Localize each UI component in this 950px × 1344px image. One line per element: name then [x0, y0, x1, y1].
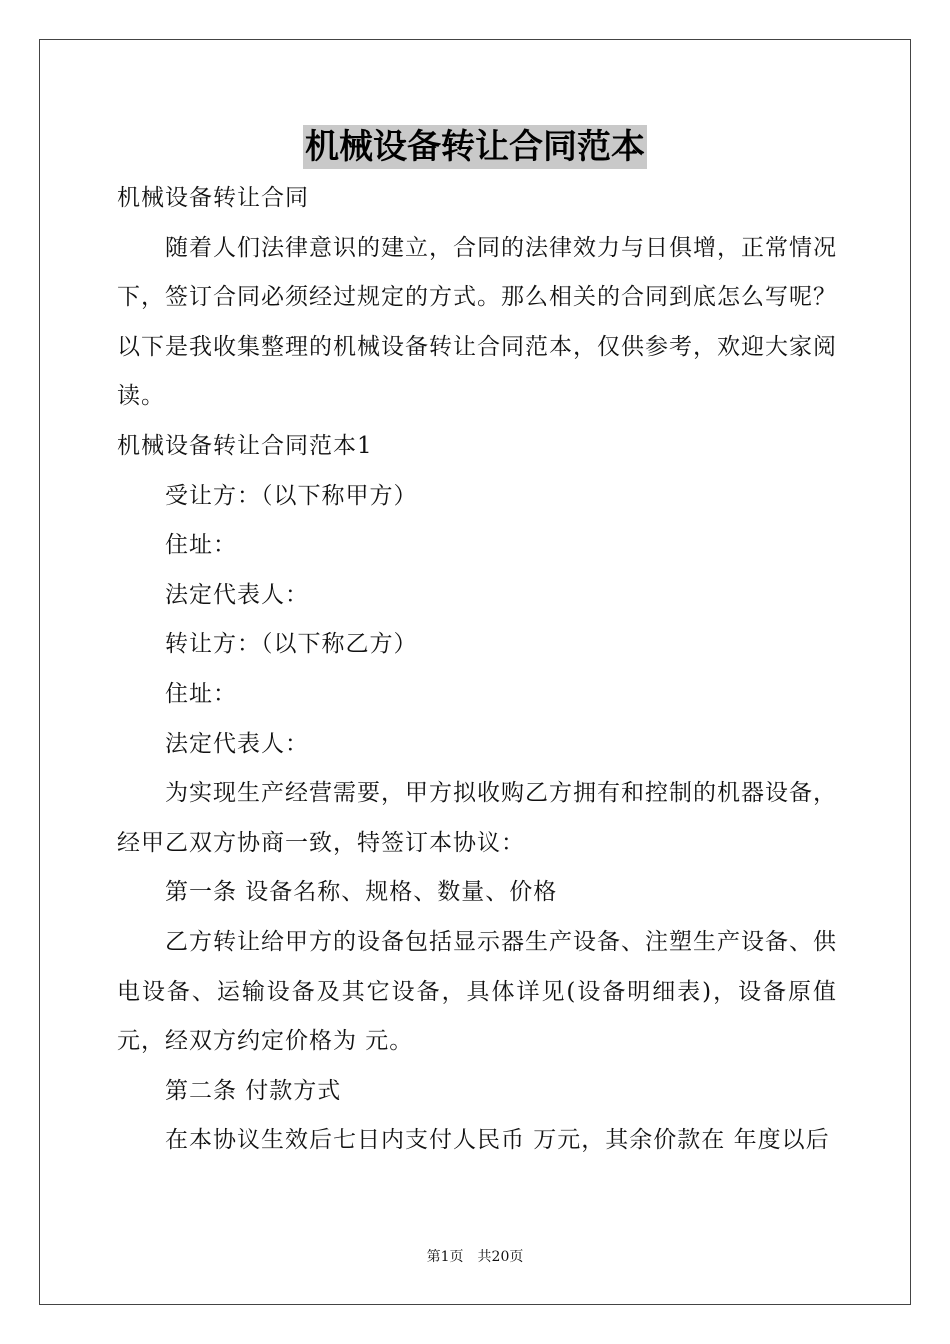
body-paragraph: 第二条 付款方式 — [165, 1077, 342, 1104]
body-paragraph: 受让方：（以下称甲方） — [165, 482, 418, 509]
body-paragraph: 第一条 设备名称、规格、数量、价格 — [165, 879, 558, 906]
body-paragraph: 为实现生产经营需要，甲方拟收购乙方拥有和控制的机器设备，经甲乙双方协商一致，特签订本协议： — [117, 780, 837, 856]
body-paragraph: 住址： — [165, 680, 237, 707]
body-paragraph: 乙方转让给甲方的设备包括显示器生产设备、注塑生产设备、供电设备、运输设备及其它设备，具体详见(设备明细表)，设备原值 元，经双方约定价格为 元。 — [117, 928, 837, 1055]
body-paragraph: 转让方：（以下称乙方） — [165, 631, 418, 658]
body-paragraph: 住址： — [165, 532, 237, 559]
body-paragraph: 法定代表人： — [165, 730, 309, 757]
document-body — [117, 174, 837, 1166]
body-paragraph: 法定代表人： — [165, 581, 309, 608]
document-title: 机械设备转让合同范本 — [305, 127, 645, 167]
body-paragraph: 机械设备转让合同范本1 — [117, 432, 373, 459]
body-paragraph: 随着人们法律意识的建立，合同的法律效力与日俱增，正常情况下，签订合同必须经过规定的方式。那么相关的合同到底怎么写呢？以下是我收集整理的机械设备转让合同范本，仅供参考，欢迎大家阅读。 — [117, 234, 837, 410]
page-footer: 第1页 共20页 — [426, 1249, 524, 1265]
body-paragraph: 在本协议生效后七日内支付人民币 万元，其余价款在 年度以后 — [165, 1127, 830, 1154]
title-container — [0, 125, 950, 169]
body-paragraph: 机械设备转让合同 — [117, 185, 309, 211]
